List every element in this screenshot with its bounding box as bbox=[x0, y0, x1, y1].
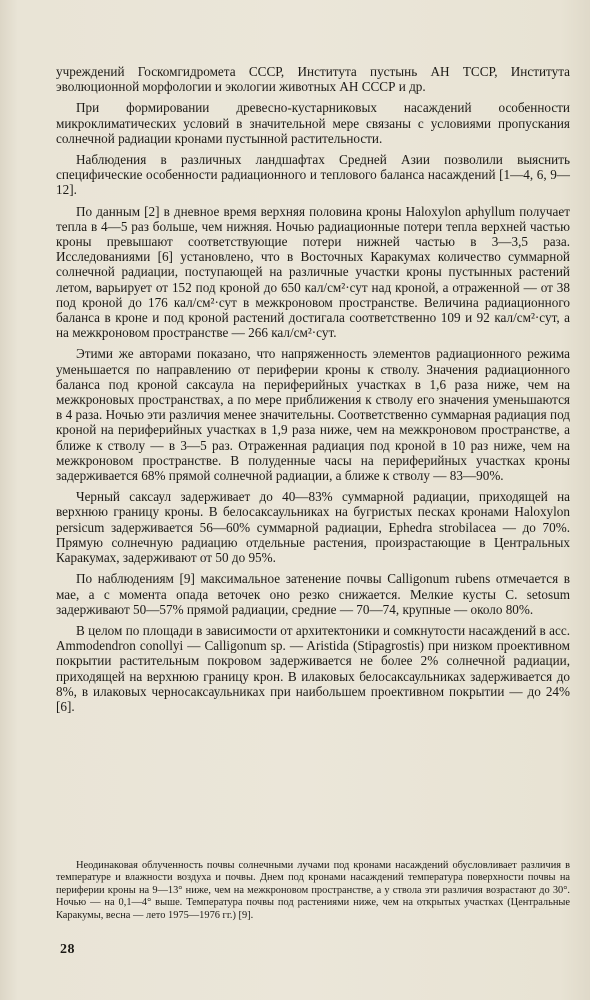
main-text bbox=[56, 64, 570, 720]
paragraph-formation: При формировании древесно-кустарниковых насаждений особенности микроклиматических условий в значительной мере связаны с условиями пропускания солнечной радиации кронами пустынной растительности. bbox=[56, 100, 570, 146]
paragraph-radiation-regime: Этими же авторами показано, что напряженность элементов радиационного режима уменьшается по направлению от периферии кроны к стволу. Значения радиационного баланса под кроной саксаула на периферийных участках в 1,6 раза ниже, чем на межкроновых пространствах, а по мере приближения к стволу его значения уменьшаются в 4 раза. Ночью эти различия менее значительны. Соответственно суммарная радиация под кроной на периферийных участках в 1,9 раза ниже, чем на межкроновом пространстве, а ближе к стволу — в 3—5 раз. Отраженная радиация под кроной в 10 раз ниже, чем на межкроновом пространстве. В полуденные часы на периферийных участках кроны задерживается 68% прямой солнечной радиации, а ближе к стволу — 83—90%. bbox=[56, 346, 570, 484]
paragraph-area-summary: В целом по площади в зависимости от архитектоники и сомкнутости насаждений в асс. Ammodendron conollyi — Calligonum sp. — Aristida (Stipagrostis) при низком проективном покрытии растительным покровом задерживается не более 2% солнечной радиации, приходящей на верхнюю границу крон. В илаковых белосаксаульниках задерживается до 8%, в илаковых черносаксаульниках при наибольшем проективном покрытии — до 24% [6]. bbox=[56, 622, 570, 714]
footnote-block bbox=[56, 860, 570, 922]
paragraph-observations: Наблюдения в различных ландшафтах Средней Азии позволили выяснить специфические особенности радиационного и теплового баланса насаждений [1—4, 6, 9—12]. bbox=[56, 152, 570, 198]
paragraph-black-saxaul: Черный саксаул задерживает до 40—83% суммарной радиации, приходящей на верхнюю границу кроны. В белосаксаульниках на бугристых песках кронами Haloxylon persicum задерживается 56—60% суммарной радиации, Ephedra strobilacea — до 70%. Прямую солнечную радиацию отдельные растения, произрастающие в Центральных Каракумах, задерживают от 50 до 95%. bbox=[56, 489, 570, 566]
paragraph-haloxylon-data: По данным [2] в дневное время верхняя половина кроны Haloxylon aphyllum получает тепла в 4—5 раз больше, чем нижняя. Ночью радиационные потери тепла верхней частью кроны превышают соответствующие потери нижней частью в 3—3,5 раза. Исследованиями [6] установлено, что в Восточных Каракумах количество суммарной солнечной радиации, поступающей на различные участки кроны пустынных растений летом, варьирует от 152 под кроной до 650 кал/см²·сут над кроной, а отраженной — от 38 под кроной до 176 кал/см²·сут в межкроновом пространстве. Величина радиационного баланса в кроне и под кроной растений достигала соответственно 109 и 92 кал/см²·сут, а на межкроновом пространстве — 266 кал/см²·сут. bbox=[56, 203, 570, 341]
footnote-text: Неодинаковая облученность почвы солнечными лучами под кронами насаждений обусловливает различия в температуре и влажности воздуха и почвы. Днем под кронами насаждений температура поверхности почвы на периферии кроны на 9—13° ниже, чем на межкроновом пространстве, а у ствола эти различия возрастают до 30°. Ночью — на 0,1—4° выше. Температура почвы под растениями ниже, чем на открытых участках (Центральные Каракумы, весна — лето 1975—1976 гг.) [9]. bbox=[56, 860, 570, 921]
paragraph-calligonum: По наблюдениям [9] максимальное затенение почвы Calligonum rubens отмечается в мае, а с момента опада веточек оно резко снижается. Мелкие кусты C. setosum задерживают 50—57% прямой радиации, средние — 70—74, крупные — около 80%. bbox=[56, 571, 570, 617]
page-number: 28 bbox=[60, 942, 75, 957]
paragraph-continuation: учреждений Госкомгидромета СССР, Института пустынь АН ТССР, Института эволюционной морфологии и экологии животных АН СССР и др. bbox=[56, 64, 570, 95]
